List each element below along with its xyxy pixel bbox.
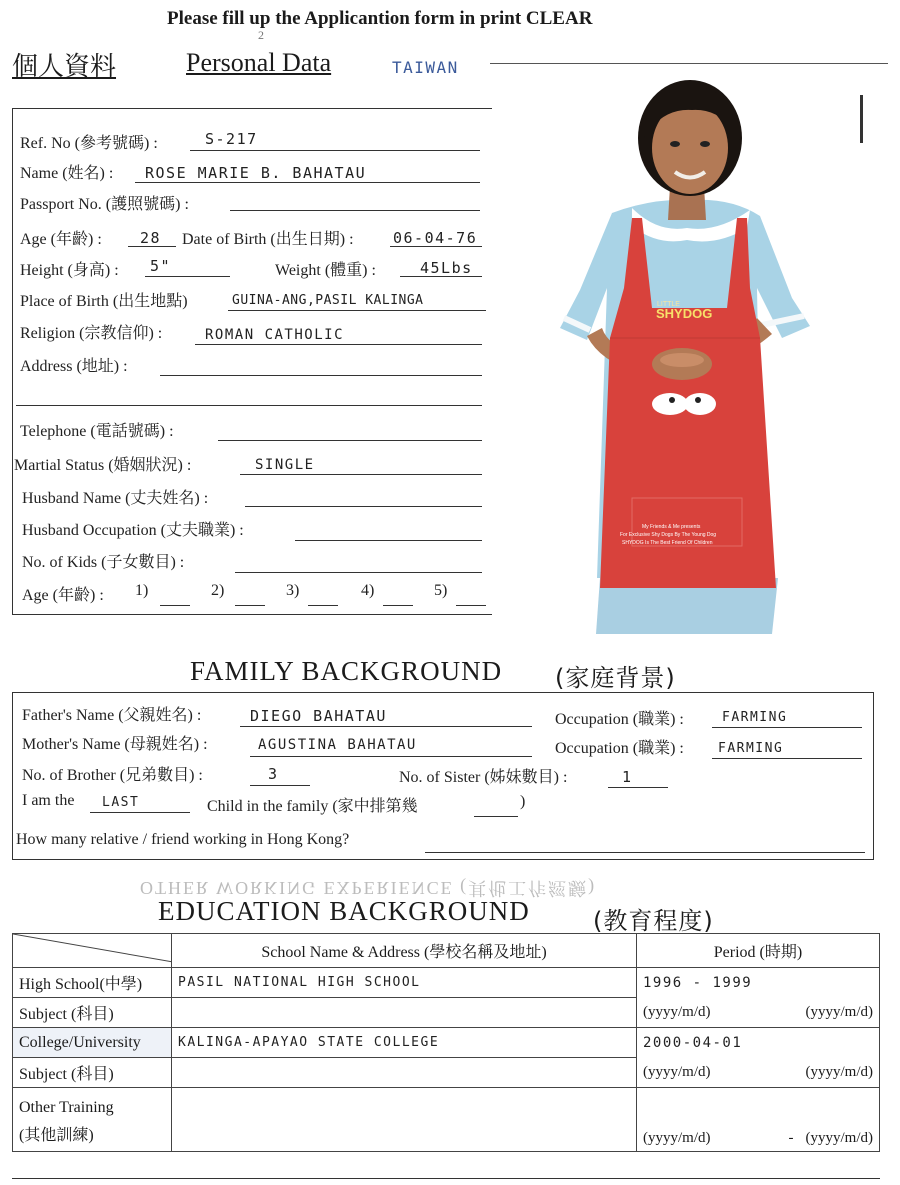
kids-age-label: Age (年齡) : — [22, 587, 104, 604]
father-occupation-label: Occupation (職業) : — [555, 711, 684, 728]
brother-count-label: No. of Brother (兄弟數目) : — [22, 767, 203, 784]
education-heading-cn: (教育程度) — [593, 907, 714, 935]
subject-label: Subject (科目) — [13, 998, 172, 1028]
college-period[interactable]: 2000-04-01 — [637, 1028, 880, 1058]
age-value[interactable]: 28 — [140, 229, 162, 247]
stamp-mark: 2 — [258, 28, 264, 42]
underline — [712, 727, 862, 728]
birth-order-suffix: Child in the family (家中排第幾 — [207, 798, 418, 815]
underline — [128, 246, 176, 247]
underline — [235, 572, 482, 573]
mother-occupation-value[interactable]: FARMING — [718, 741, 784, 756]
father-occupation-value[interactable]: FARMING — [722, 710, 788, 725]
period-column-header: Period (時期) — [637, 934, 880, 968]
marital-value[interactable]: SINGLE — [255, 457, 315, 473]
dob-label: Date of Birth (出生日期) : — [182, 231, 354, 248]
underline — [160, 605, 190, 606]
college-label: College/University — [13, 1028, 172, 1058]
date-hint-start: (yyyy/m/d) — [637, 1088, 747, 1152]
telephone-label: Telephone (電話號碼) : — [20, 423, 174, 440]
high-school-period[interactable]: 1996 - 1999 — [637, 968, 880, 998]
underline — [160, 375, 482, 376]
passport-label: Passport No. (護照號碼) : — [20, 196, 189, 213]
underline — [456, 605, 486, 606]
father-name-value[interactable]: DIEGO BAHATAU — [250, 707, 387, 725]
kids-age-slot-4: 4) — [361, 582, 375, 599]
name-value[interactable]: ROSE MARIE B. BAHATAU — [145, 164, 367, 182]
weight-value[interactable]: 45Lbs — [420, 259, 473, 277]
sister-count-label: No. of Sister (姊妹數目) : — [399, 769, 568, 786]
underline — [90, 812, 190, 813]
other-training-label-cn: (其他訓練) — [19, 1127, 94, 1144]
underline — [250, 785, 310, 786]
underline — [295, 540, 482, 541]
age-label: Age (年齡) : — [20, 231, 102, 248]
underline — [240, 726, 532, 727]
form-title: Please fill up the Applicantion form in print CLEAR — [167, 8, 593, 29]
apron-brand-small: LITTLE — [657, 301, 680, 308]
school-column-header: School Name & Address (學校名稱及地址) — [172, 934, 637, 968]
divider — [490, 63, 888, 64]
sister-count-value[interactable]: 1 — [622, 768, 633, 786]
mother-name-value[interactable]: AGUSTINA BAHATAU — [258, 737, 417, 753]
other-training-label-en: Other Training — [19, 1099, 114, 1116]
underline — [250, 756, 532, 757]
address-label: Address (地址) : — [20, 358, 128, 375]
husband-occupation-label: Husband Occupation (丈夫職業) : — [22, 522, 244, 539]
husband-name-label: Husband Name (丈夫姓名) : — [22, 490, 209, 507]
birth-order-value[interactable]: LAST — [102, 795, 140, 810]
date-hint-start: (yyyy/m/d) — [637, 1058, 747, 1088]
ref-no-value[interactable]: S-217 — [205, 130, 258, 148]
underline — [235, 605, 265, 606]
underline — [608, 787, 668, 788]
underline — [218, 440, 482, 441]
underline — [145, 276, 230, 277]
brother-count-value[interactable]: 3 — [268, 765, 279, 783]
bottom-rule — [12, 1178, 880, 1179]
dob-value[interactable]: 06-04-76 — [393, 229, 478, 247]
name-label: Name (姓名) : — [20, 165, 114, 182]
underline — [190, 150, 480, 151]
kids-label: No. of Kids (子女數目) : — [22, 554, 185, 571]
religion-value[interactable]: ROMAN CATHOLIC — [205, 327, 345, 343]
family-heading-en: FAMILY BACKGROUND — [190, 656, 503, 686]
weight-label: Weight (體重) : — [275, 262, 376, 279]
high-school-label: High School(中學) — [13, 968, 172, 998]
bleed-through-text: OTHER WORKING EXPERIENCE (其他工作經驗) — [140, 878, 597, 898]
underline — [308, 605, 338, 606]
relatives-label: How many relative / friend working in Hong Kong? — [16, 831, 350, 848]
underline — [474, 816, 518, 817]
date-hint-end — [746, 1088, 879, 1152]
subject-value[interactable] — [172, 1058, 637, 1088]
place-of-birth-label: Place of Birth (出生地點) — [20, 293, 188, 310]
kids-age-slot-1: 1) — [135, 582, 149, 599]
religion-label: Religion (宗教信仰) : — [20, 325, 163, 342]
apron-brand: SHYDOG — [656, 306, 713, 321]
table-corner-cell — [13, 934, 172, 968]
kids-age-slot-5: 5) — [434, 582, 448, 599]
underline — [400, 276, 482, 277]
country-note: TAIWAN — [392, 58, 459, 77]
father-name-label: Father's Name (父親姓名) : — [22, 707, 202, 724]
kids-age-slot-3: 3) — [286, 582, 300, 599]
date-dash: - — [788, 1130, 794, 1146]
underline — [135, 182, 480, 183]
underline — [245, 506, 482, 507]
underline — [230, 210, 480, 211]
underline — [228, 310, 486, 311]
underline — [16, 405, 482, 406]
apron-print-line-1: My Friends & Me presents — [642, 524, 701, 530]
underline — [240, 474, 482, 475]
mark-line — [860, 95, 863, 143]
birth-order-close: ) — [520, 793, 526, 810]
date-hint-end: (yyyy/m/d) — [746, 998, 879, 1028]
marital-label: Martial Status (婚姻狀況) : — [14, 457, 192, 474]
subject-value[interactable] — [172, 998, 637, 1028]
kids-age-slot-2: 2) — [211, 582, 225, 599]
other-training-label — [13, 1088, 172, 1152]
family-heading-cn: (家庭背景) — [555, 664, 676, 692]
high-school-value[interactable]: PASIL NATIONAL HIGH SCHOOL — [172, 968, 637, 998]
height-value[interactable]: 5" — [150, 257, 172, 275]
underline — [390, 246, 482, 247]
education-table — [12, 933, 880, 1152]
date-hint-text: (yyyy/m/d) — [805, 1130, 873, 1146]
apron-print-line-2: For Exclusive Shy Dogs By The Young Dog — [620, 532, 717, 538]
underline — [195, 344, 482, 345]
mother-name-label: Mother's Name (母親姓名) : — [22, 736, 208, 753]
underline — [712, 758, 862, 759]
personal-heading-cn: 個人資料 — [12, 52, 117, 82]
mother-occupation-label: Occupation (職業) : — [555, 740, 684, 757]
subject-label: Subject (科目) — [13, 1058, 172, 1088]
underline — [383, 605, 413, 606]
education-heading-en: EDUCATION BACKGROUND — [158, 896, 530, 926]
personal-heading-en: Personal Data — [186, 48, 332, 77]
place-of-birth-value[interactable]: GUINA-ANG,PASIL KALINGA — [232, 293, 424, 308]
college-value[interactable]: KALINGA-APAYAO STATE COLLEGE — [172, 1028, 637, 1058]
applicant-photo — [492, 68, 812, 638]
ref-no-label: Ref. No (參考號碼) : — [20, 135, 158, 152]
apron-print-line-3: SHYDOG Is The Best Friend Of Children — [622, 540, 713, 546]
height-label: Height (身高) : — [20, 262, 119, 279]
other-training-value[interactable] — [172, 1088, 637, 1152]
birth-order-prefix: I am the — [22, 792, 75, 809]
date-hint-start: (yyyy/m/d) — [637, 998, 747, 1028]
date-hint-end: (yyyy/m/d) — [746, 1058, 879, 1088]
underline — [425, 852, 865, 853]
